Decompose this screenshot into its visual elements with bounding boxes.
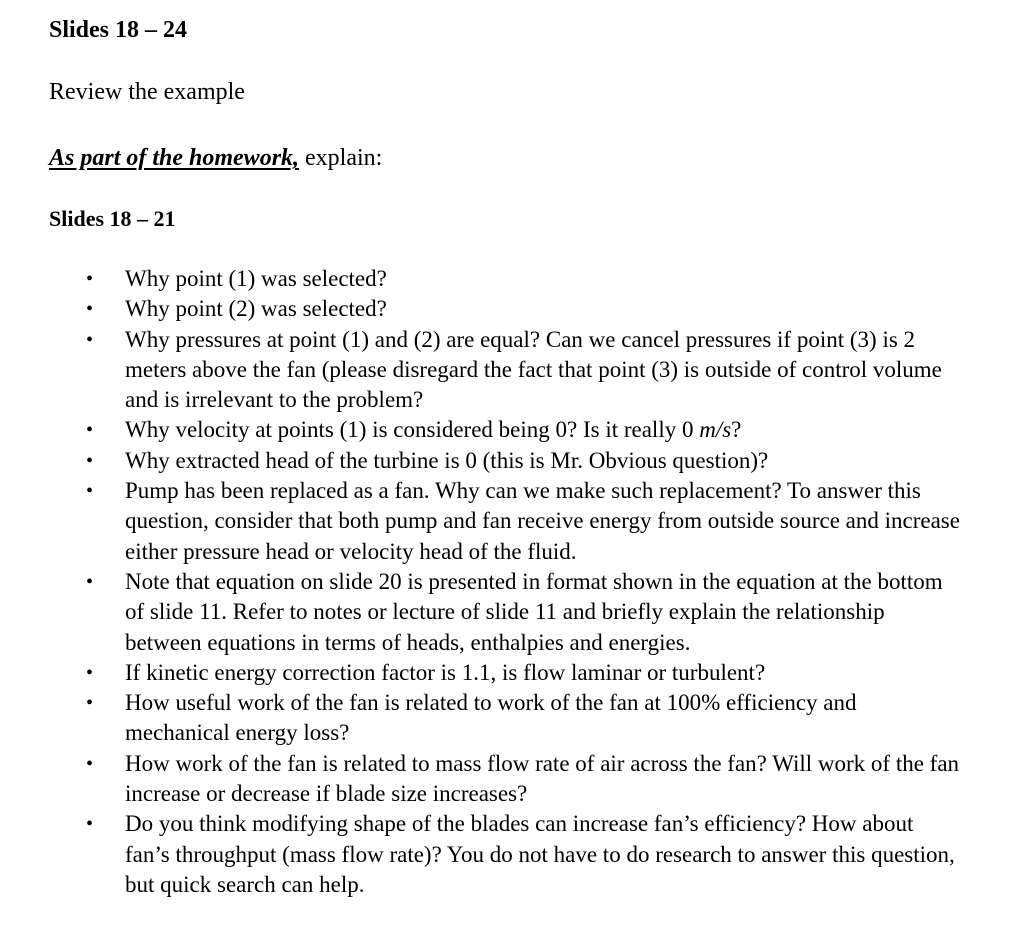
question-text: Note that equation on slide 20 is presented in format shown in the equation at the bottom of slide 11. Refer to notes or lecture of slide 11 and briefly explain the relationship between equations in terms of heads, enthalpies and energies. [125,568,943,655]
review-instruction: Review the example [49,79,245,105]
question-text: Why pressures at point (1) and (2) are equal? Can we cancel pressures if point (3) is 2 meters above the fan (please disregard the fact that point (3) is outside of control volume and is irrelevant to the problem? [125,326,942,413]
section-heading: Slides 18 – 21 [49,206,176,231]
question-text-before: Why velocity at points (1) is considered being 0? Is it really 0 [125,417,700,443]
question-item-8 [0,658,1000,688]
velocity-unit: m/s [699,417,732,443]
question-text: How work of the fan is related to mass flow rate of air across the fan? Will work of the fan increase or decrease if blade size increases? [125,750,960,807]
bullet-icon: • [86,480,94,503]
bullet-icon: • [86,692,94,715]
homework-emphasis: As part of the homework, [49,145,300,171]
bullet-icon: • [86,268,94,290]
question-list [0,264,1000,900]
bullet-icon: • [86,298,94,321]
question-item-9 [0,688,1000,749]
question-item-2 [0,294,1000,324]
question-item-4 [0,415,1000,445]
question-item-7 [0,567,1000,658]
question-item-11 [0,809,1000,900]
bullet-icon: • [86,752,94,775]
question-text: Why point (1) was selected? [125,266,387,291]
question-text-after: ? [731,417,742,443]
question-text: If kinetic energy correction factor is 1.1, is flow laminar or turbulent? [125,659,766,685]
bullet-icon: • [86,570,94,593]
question-item-5 [0,446,1000,476]
question-item-1 [0,264,1000,294]
question-text: Why point (2) was selected? [125,296,387,322]
bullet-icon: • [86,661,94,684]
question-text: Pump has been replaced as a fan. Why can we make such replacement? To answer this question, consider that both pump and fan receive energy from outside source and increase either pressure head or velocity head of the fluid. [125,478,960,564]
question-item-3 [0,325,1000,416]
question-item-10 [0,749,1000,810]
homework-instruction [49,143,382,173]
bullet-icon: • [86,328,94,351]
bullet-icon: • [86,449,94,472]
bullet-icon: • [86,419,94,442]
page-title: Slides 18 – 24 [49,17,188,43]
question-item-6 [0,476,1000,567]
bullet-icon: • [86,813,94,836]
question-text: Why extracted head of the turbine is 0 (this is Mr. Obvious question)? [125,447,769,473]
question-text: Do you think modifying shape of the blades can increase fan’s efficiency? How about fan’s throughput (mass flow rate)? You do not have to do research to answer this question, but quick search can help. [125,811,955,897]
question-text: How useful work of the fan is related to work of the fan at 100% efficiency and mechanical energy loss? [125,690,857,746]
homework-rest: explain: [299,145,383,171]
